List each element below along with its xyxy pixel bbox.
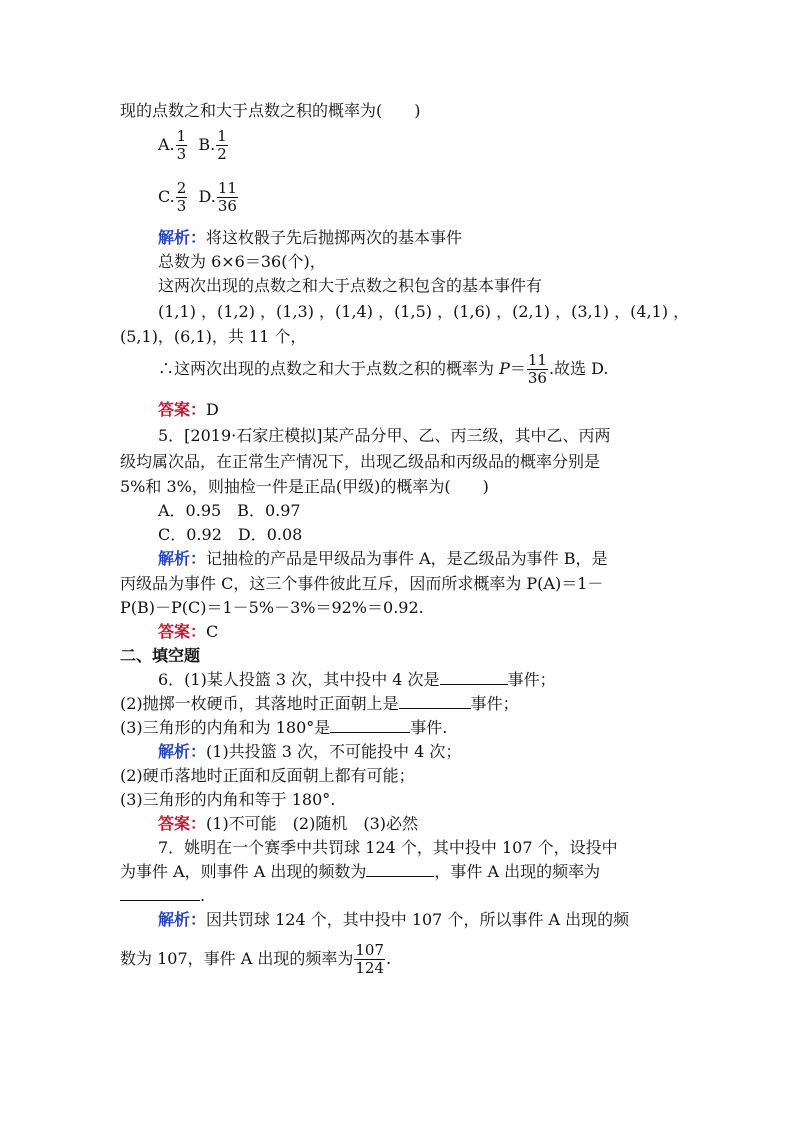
- answer-blank[interactable]: [440, 670, 508, 685]
- answer-blank[interactable]: [330, 718, 410, 733]
- q7-line3: .: [120, 885, 205, 907]
- conclusion-fraction: $\frac{11}{36}$: [527, 351, 547, 387]
- q4-options-cd: [158, 180, 239, 215]
- q5-line3: 5%和 3%，则抽检一件是正品(甲级)的概率为( ): [120, 477, 489, 496]
- q6-analysis-line2: (2)硬币落地时正面和反面朝上都有可能；: [120, 766, 415, 785]
- answer-blank[interactable]: [399, 694, 471, 709]
- q7-analysis-line1: 解析：因共罚球 124 个，其中投中 107 个，所以事件 A 出现的频: [158, 910, 630, 929]
- answer-label: 答案：: [158, 814, 207, 833]
- q7-line1: 7．姚明在一个赛季中共罚球 124 个，其中投中 107 个，设投中: [158, 838, 618, 857]
- opt-a-fraction: $\frac{1}{3}$: [176, 127, 187, 163]
- q4-analysis-line4: (1,1) ，(1,2) ，(1,3) ，(1,4) ，(1,5) ，(1,6) ，(2,1) ，(3,1) ，(4,1) ，: [158, 302, 690, 321]
- q4-conclusion: ∴这两次出现的点数之和大于点数之积的概率为 P＝ $\frac{11}{36}$ .故选 D.: [158, 351, 609, 387]
- opt-c-fraction: $\frac{2}{3}$: [176, 179, 187, 215]
- q6-line1: 6．(1)某人投篮 3 次，其中投中 4 次是 事件；: [158, 670, 556, 689]
- analysis-label: 解析：: [158, 549, 207, 568]
- answer-blank[interactable]: [366, 862, 434, 877]
- q5-line2: 级均属次品，在正常生产情况下，出现乙级品和丙级品的概率分别是: [120, 452, 601, 471]
- q4-analysis-line5: (5,1)，(6,1)，共 11 个，: [120, 327, 307, 346]
- q5-line1: 5．[2019·石家庄模拟]某产品分甲、乙、丙三级，其中乙、丙两: [158, 426, 611, 445]
- opt-b-fraction: $\frac{1}{2}$: [217, 127, 227, 163]
- q6-answer: 答案：(1)不可能 (2)随机 (3)必然: [158, 814, 419, 833]
- analysis-label: 解析：: [158, 228, 207, 247]
- q5-analysis-line3: P(B)－P(C)＝1－5%－3%＝92%＝0.92.: [120, 598, 424, 617]
- q7-analysis-line2: 数为 107，事件 A 出现的频率为 $\frac{107}{124}$ .: [120, 941, 392, 977]
- opt-d-fraction: $\frac{11}{36}$: [217, 179, 237, 215]
- q4-answer: 答案：D: [158, 400, 219, 419]
- q4-analysis-line3: 这两次出现的点数之和大于点数之积包含的基本事件有: [158, 276, 543, 295]
- q6-analysis-line3: (3)三角形的内角和等于 180°.: [120, 790, 336, 809]
- q5-analysis-line1: 解析：记抽检的产品是甲级品为事件 A，是乙级品为事件 B，是: [158, 549, 608, 568]
- q5-answer: 答案：C: [158, 622, 219, 641]
- q5-analysis-line2: 丙级品为事件 C，这三个事件彼此互斥，因而所求概率为 P(A)＝1－: [120, 574, 604, 593]
- opt-d-label: D.: [198, 187, 216, 206]
- q6-analysis-line1: 解析：(1)共投篮 3 次，不可能投中 4 次；: [158, 742, 462, 761]
- q5-options-ab: A．0.95 B．0.97: [158, 501, 301, 520]
- opt-b-label: B.: [198, 135, 216, 154]
- q7-line2: 为事件 A，则事件 A 出现的频数为 ，事件 A 出现的频率为: [120, 862, 601, 881]
- answer-blank[interactable]: [120, 886, 200, 901]
- q6-line2: (2)抛掷一枚硬币，其落地时正面朝上是 事件；: [120, 694, 519, 713]
- answer-label: 答案：: [158, 400, 207, 419]
- analysis-fraction: $\frac{107}{124}$: [355, 941, 384, 977]
- q5-options-cd: C．0.92 D．0.08: [158, 525, 303, 544]
- q4-analysis-line1: 解析：将这枚骰子先后抛掷两次的基本事件: [158, 228, 463, 247]
- answer-label: 答案：: [158, 622, 207, 641]
- opt-c-label: C.: [158, 187, 175, 206]
- q4-analysis-line2: 总数为 6×6＝36(个)，: [158, 252, 326, 271]
- q4-options-ab: [158, 128, 229, 163]
- q6-line3: (3)三角形的内角和为 180°是 事件.: [120, 718, 448, 737]
- analysis-label: 解析：: [158, 910, 207, 929]
- opt-a-label: A.: [158, 135, 175, 154]
- section-title: 二、填空题: [120, 646, 201, 665]
- analysis-label: 解析：: [158, 742, 207, 761]
- q4-stem: 现的点数之和大于点数之积的概率为( ): [120, 101, 421, 120]
